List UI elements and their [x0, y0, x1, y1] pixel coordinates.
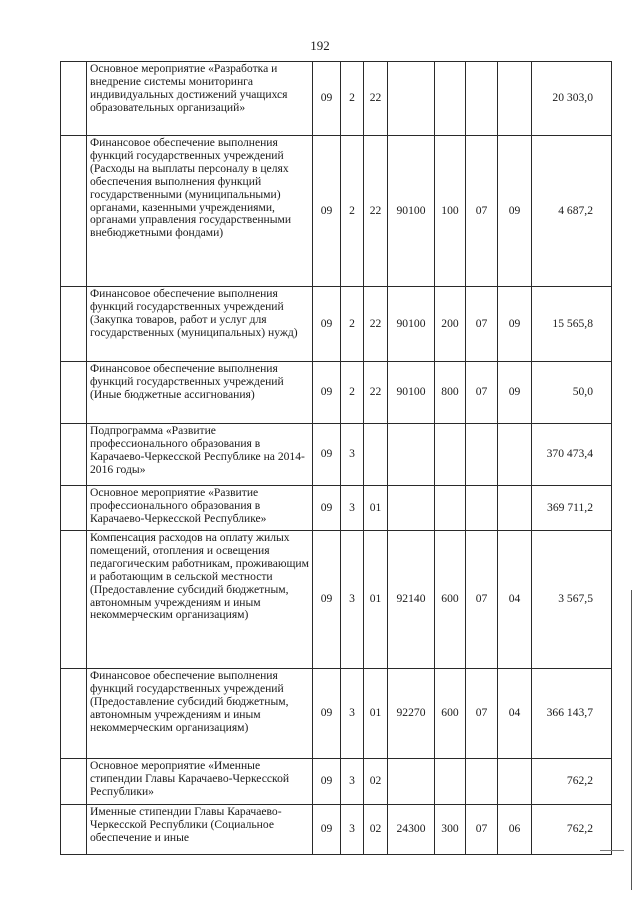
row-name-cell: Финансовое обеспечение выполнения функций государственных учреждений (Расходы на выплаты персоналу в целях обеспечения выполнения функций государственными (муниципальными) органами, казенными учреждениями, органами управления государственными внебюджетными фондами): [87, 136, 313, 287]
row-subprogram-code-cell: 3: [341, 486, 364, 531]
row-subprogram-code-cell: 2: [341, 287, 364, 362]
row-section-cell: [466, 424, 498, 486]
row-subsection-cell: 04: [498, 669, 532, 759]
row-expense-type-cell: [435, 759, 466, 805]
row-measure-code-cell: 01: [364, 486, 388, 531]
row-subsection-cell: 06: [498, 805, 532, 855]
row-amount-cell: 369 711,2: [532, 486, 612, 531]
table-row: [61, 669, 612, 759]
row-subsection-cell: [498, 424, 532, 486]
row-blank-cell: [61, 669, 87, 759]
row-amount-cell: 50,0: [532, 362, 612, 424]
row-program-code-cell: 09: [313, 62, 341, 136]
row-blank-cell: [61, 759, 87, 805]
row-measure-code-cell: 22: [364, 362, 388, 424]
table-row: [61, 62, 612, 136]
row-subsection-cell: 09: [498, 362, 532, 424]
row-section-cell: 07: [466, 362, 498, 424]
row-expense-type-cell: [435, 62, 466, 136]
table-row: [61, 362, 612, 424]
row-program-code-cell: 09: [313, 362, 341, 424]
row-measure-code-cell: [364, 424, 388, 486]
row-section-cell: 07: [466, 136, 498, 287]
row-expense-type-cell: 300: [435, 805, 466, 855]
row-program-code-cell: 09: [313, 424, 341, 486]
row-subsection-cell: 04: [498, 531, 532, 669]
row-blank-cell: [61, 424, 87, 486]
row-expense-type-cell: 600: [435, 669, 466, 759]
row-section-cell: [466, 62, 498, 136]
row-measure-code-cell: 22: [364, 136, 388, 287]
row-program-code-cell: 09: [313, 669, 341, 759]
budget-table-body: [61, 62, 612, 855]
row-name-cell: Основное мероприятие «Разработка и внедрение системы мониторинга индивидуальных достижений учащихся образовательных организаций»: [87, 62, 313, 136]
row-direction-code-cell: 92140: [388, 531, 435, 669]
row-subsection-cell: [498, 486, 532, 531]
row-amount-cell: 762,2: [532, 805, 612, 855]
row-program-code-cell: 09: [313, 759, 341, 805]
row-name-cell: Финансовое обеспечение выполнения функций государственных учреждений (Иные бюджетные ассигнования): [87, 362, 313, 424]
row-expense-type-cell: 600: [435, 531, 466, 669]
row-direction-code-cell: [388, 424, 435, 486]
row-direction-code-cell: [388, 486, 435, 531]
row-subprogram-code-cell: 2: [341, 136, 364, 287]
row-blank-cell: [61, 805, 87, 855]
row-name-cell: Компенсация расходов на оплату жилых помещений, отопления и освещения педагогическим работникам, проживающим и работающим в сельской местности (Предоставление субсидий бюджетным, автономным учреждениям и иным некоммерческим организациям): [87, 531, 313, 669]
row-subprogram-code-cell: 2: [341, 362, 364, 424]
row-amount-cell: 15 565,8: [532, 287, 612, 362]
row-program-code-cell: 09: [313, 136, 341, 287]
row-direction-code-cell: 90100: [388, 287, 435, 362]
row-expense-type-cell: 200: [435, 287, 466, 362]
row-measure-code-cell: 02: [364, 805, 388, 855]
scan-edge-mark: [600, 850, 624, 851]
row-blank-cell: [61, 136, 87, 287]
row-measure-code-cell: 01: [364, 531, 388, 669]
row-amount-cell: 762,2: [532, 759, 612, 805]
table-row: [61, 287, 612, 362]
row-direction-code-cell: [388, 759, 435, 805]
row-expense-type-cell: [435, 424, 466, 486]
row-amount-cell: 4 687,2: [532, 136, 612, 287]
row-subprogram-code-cell: 3: [341, 805, 364, 855]
row-name-cell: Финансовое обеспечение выполнения функций государственных учреждений (Предоставление субсидий бюджетным, автономным учреждениям и иным некоммерческим организациям): [87, 669, 313, 759]
row-measure-code-cell: 22: [364, 287, 388, 362]
row-amount-cell: 3 567,5: [532, 531, 612, 669]
row-subsection-cell: 09: [498, 136, 532, 287]
row-subsection-cell: 09: [498, 287, 532, 362]
row-expense-type-cell: 800: [435, 362, 466, 424]
row-section-cell: 07: [466, 531, 498, 669]
row-direction-code-cell: [388, 62, 435, 136]
row-blank-cell: [61, 531, 87, 669]
row-measure-code-cell: 22: [364, 62, 388, 136]
table-row: [61, 136, 612, 287]
row-section-cell: [466, 759, 498, 805]
row-direction-code-cell: 90100: [388, 362, 435, 424]
row-expense-type-cell: 100: [435, 136, 466, 287]
row-name-cell: Подпрограмма «Развитие профессионального образования в Карачаево-Черкесской Республике на 2014-2016 годы»: [87, 424, 313, 486]
row-blank-cell: [61, 287, 87, 362]
row-subprogram-code-cell: 3: [341, 531, 364, 669]
row-subprogram-code-cell: 3: [341, 669, 364, 759]
row-expense-type-cell: [435, 486, 466, 531]
row-subprogram-code-cell: 3: [341, 759, 364, 805]
row-program-code-cell: 09: [313, 805, 341, 855]
row-program-code-cell: 09: [313, 486, 341, 531]
row-amount-cell: 370 473,4: [532, 424, 612, 486]
table-row: [61, 424, 612, 486]
row-amount-cell: 366 143,7: [532, 669, 612, 759]
row-name-cell: Финансовое обеспечение выполнения функций государственных учреждений (Закупка товаров, работ и услуг для государственных (муниципальных) нужд): [87, 287, 313, 362]
row-amount-cell: 20 303,0: [532, 62, 612, 136]
table-row: [61, 759, 612, 805]
row-direction-code-cell: 92270: [388, 669, 435, 759]
row-subprogram-code-cell: 2: [341, 62, 364, 136]
row-measure-code-cell: 01: [364, 669, 388, 759]
table-row: [61, 805, 612, 855]
row-subprogram-code-cell: 3: [341, 424, 364, 486]
page-number: 192: [310, 38, 330, 53]
row-section-cell: [466, 486, 498, 531]
row-blank-cell: [61, 486, 87, 531]
row-program-code-cell: 09: [313, 287, 341, 362]
row-direction-code-cell: 90100: [388, 136, 435, 287]
row-name-cell: Именные стипендии Главы Карачаево-Черкесской Республики (Социальное обеспечение и иные: [87, 805, 313, 855]
row-section-cell: 07: [466, 805, 498, 855]
row-direction-code-cell: 24300: [388, 805, 435, 855]
row-section-cell: 07: [466, 669, 498, 759]
row-measure-code-cell: 02: [364, 759, 388, 805]
row-name-cell: Основное мероприятие «Именные стипендии Главы Карачаево-Черкесской Республики»: [87, 759, 313, 805]
row-section-cell: 07: [466, 287, 498, 362]
row-name-cell: Основное мероприятие «Развитие профессионального образования в Карачаево-Черкесской Республике»: [87, 486, 313, 531]
row-blank-cell: [61, 362, 87, 424]
row-program-code-cell: 09: [313, 531, 341, 669]
table-row: [61, 486, 612, 531]
table-row: [61, 531, 612, 669]
scan-edge-line: [631, 590, 632, 890]
row-subsection-cell: [498, 759, 532, 805]
budget-table: [60, 61, 612, 855]
row-subsection-cell: [498, 62, 532, 136]
row-blank-cell: [61, 62, 87, 136]
